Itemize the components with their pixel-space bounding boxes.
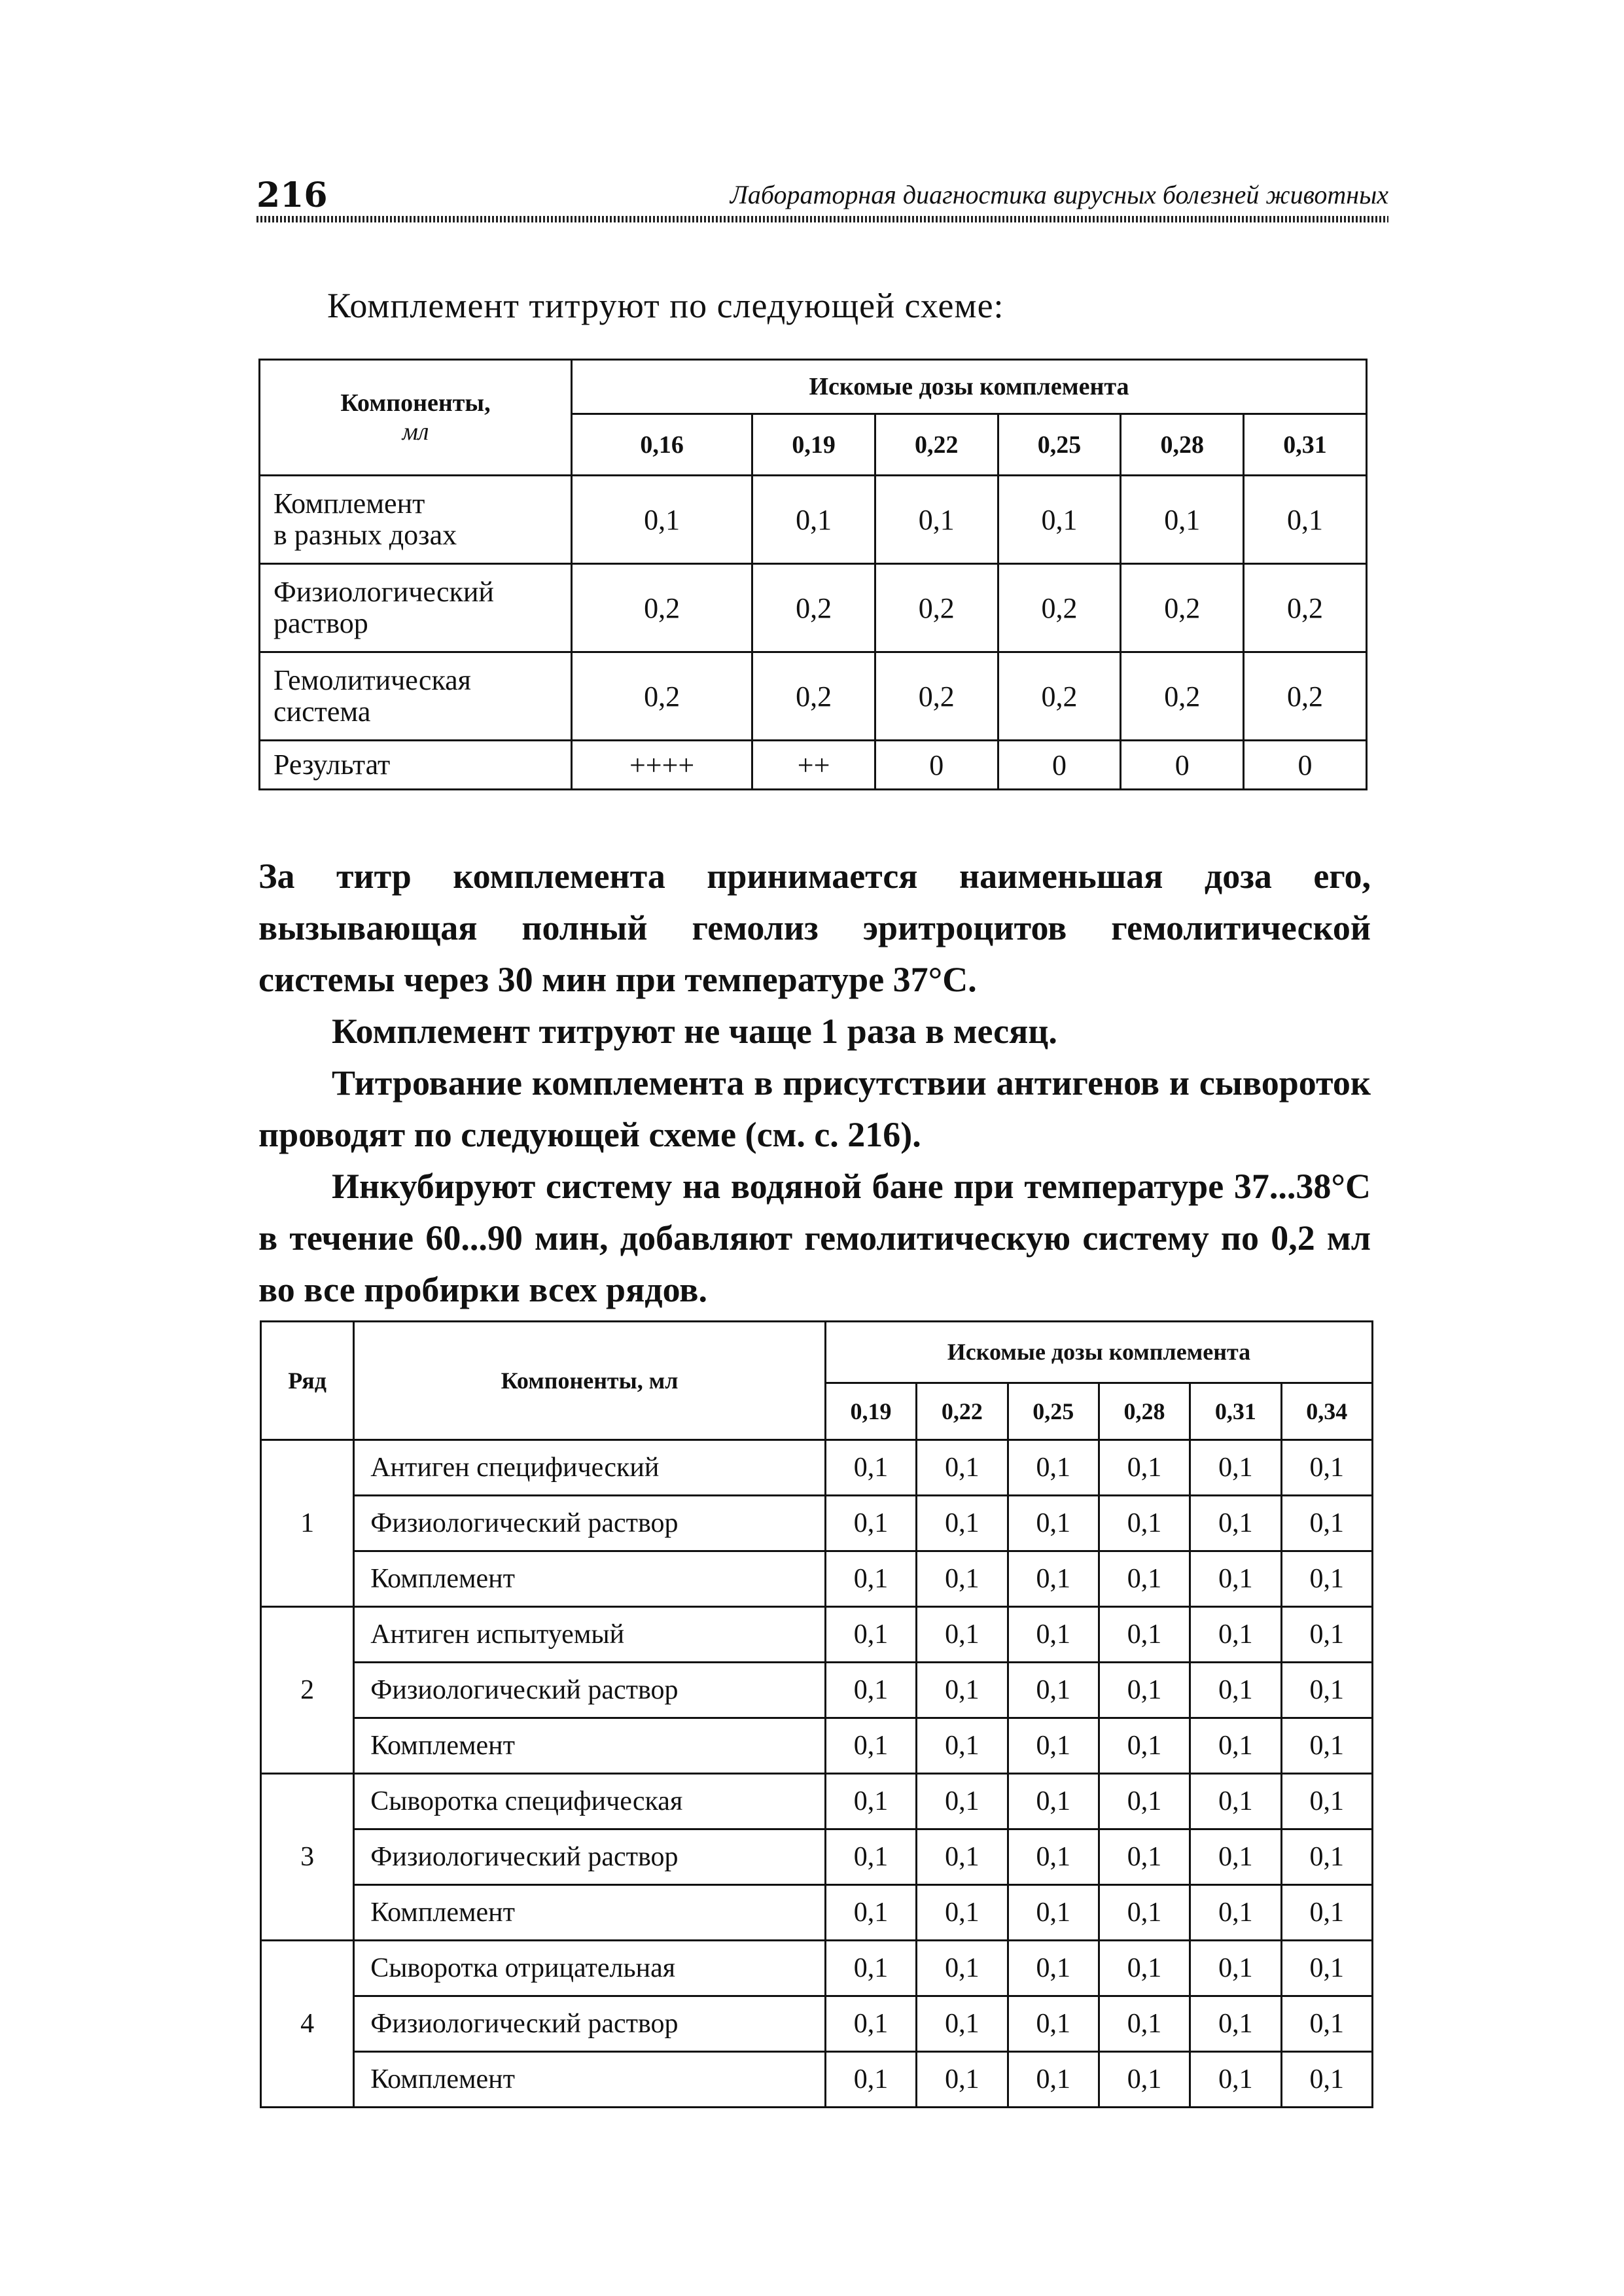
- dose-header: 0,19: [752, 414, 875, 476]
- cell-value: 0,1: [1099, 1551, 1190, 1607]
- cell-value: 0,1: [1281, 1774, 1372, 1829]
- cell-value: 0,1: [1099, 2052, 1190, 2108]
- cell-value: 0,1: [1281, 1941, 1372, 1996]
- cell-value: 0,2: [875, 564, 998, 652]
- row-number-header: Ряд: [261, 1322, 354, 1440]
- dose-header: 0,25: [998, 414, 1121, 476]
- cell-value: 0,2: [572, 564, 752, 652]
- cell-value: 0,2: [752, 564, 875, 652]
- component-label: Сыворотка специфическая: [354, 1774, 826, 1829]
- cell-value: 0,1: [1190, 1885, 1281, 1941]
- cell-value: 0,1: [1008, 1829, 1099, 1885]
- cell-value: 0,1: [825, 1607, 916, 1663]
- cell-value: 0,1: [1008, 1663, 1099, 1718]
- cell-value: 0,1: [917, 1996, 1008, 2052]
- cell-value: 0,1: [917, 1663, 1008, 1718]
- component-label: Антиген испытуемый: [354, 1607, 826, 1663]
- row-label: Физиологический раствор: [260, 564, 572, 652]
- antigen-titration-table: [260, 1320, 1373, 2108]
- cell-value: 0,1: [1099, 1996, 1190, 2052]
- dose-header: 0,31: [1244, 414, 1367, 476]
- cell-value: 0,1: [917, 1774, 1008, 1829]
- component-label: Антиген специфический: [354, 1440, 826, 1496]
- table-row: [261, 1996, 1373, 2052]
- component-label: Физиологический раствор: [354, 1663, 826, 1718]
- dose-header: 0,19: [825, 1383, 916, 1439]
- table-row: [261, 1663, 1373, 1718]
- cell-value: 0,1: [1190, 1718, 1281, 1774]
- page-number: 216: [256, 175, 328, 215]
- table-row: [260, 476, 1367, 564]
- table-row: [261, 1829, 1373, 1885]
- cell-value: 0,1: [1190, 1829, 1281, 1885]
- component-label: Физиологический раствор: [354, 1996, 826, 2052]
- component-label: Комплемент: [354, 2052, 826, 2108]
- cell-value: 0,1: [572, 476, 752, 564]
- cell-value: 0,1: [825, 1440, 916, 1496]
- doses-header: Искомые дозы комплемента: [572, 360, 1367, 414]
- cell-value: 0,1: [1008, 1440, 1099, 1496]
- cell-value: 0,1: [1008, 1885, 1099, 1941]
- cell-value: 0,1: [1099, 1440, 1190, 1496]
- cell-value: 0,2: [572, 652, 752, 741]
- cell-value: ++: [752, 741, 875, 790]
- cell-value: 0,1: [1190, 1941, 1281, 1996]
- cell-value: 0,1: [917, 1941, 1008, 1996]
- cell-value: 0,1: [1008, 2052, 1099, 2108]
- table-row: [261, 1885, 1373, 1941]
- cell-value: 0,1: [917, 1496, 1008, 1551]
- cell-value: 0,1: [1190, 1996, 1281, 2052]
- dose-header: 0,16: [572, 414, 752, 476]
- cell-value: 0,1: [825, 1774, 916, 1829]
- paragraph: Титрование комплемента в присутствии антигенов и сывороток проводят по следующей схеме (см. с. 216).: [258, 1063, 1371, 1154]
- cell-value: 0,1: [1121, 476, 1244, 564]
- cell-value: 0,1: [917, 1551, 1008, 1607]
- cell-value: 0,1: [1008, 1941, 1099, 1996]
- cell-value: 0,1: [917, 1607, 1008, 1663]
- cell-value: 0,1: [1190, 1774, 1281, 1829]
- cell-value: 0,1: [825, 1496, 916, 1551]
- cell-value: 0,1: [1281, 1829, 1372, 1885]
- cell-value: 0,1: [1008, 1774, 1099, 1829]
- cell-value: 0,1: [825, 1718, 916, 1774]
- cell-value: 0,1: [1008, 1496, 1099, 1551]
- cell-value: 0,1: [917, 2052, 1008, 2108]
- cell-value: 0,1: [1244, 476, 1367, 564]
- table-row: [260, 741, 1367, 790]
- cell-value: 0,1: [825, 1829, 916, 1885]
- dose-header: 0,28: [1099, 1383, 1190, 1439]
- cell-value: 0,1: [917, 1718, 1008, 1774]
- running-title: Лабораторная диагностика вирусных болезней животных: [730, 180, 1388, 209]
- cell-value: 0,1: [1099, 1718, 1190, 1774]
- cell-value: 0,2: [1244, 564, 1367, 652]
- cell-value: 0,1: [1099, 1774, 1190, 1829]
- cell-value: 0,1: [1008, 1718, 1099, 1774]
- cell-value: 0,2: [998, 652, 1121, 741]
- cell-value: 0,1: [1190, 1496, 1281, 1551]
- cell-value: 0,1: [825, 1885, 916, 1941]
- doses-header: Искомые дозы комплемента: [825, 1322, 1372, 1383]
- cell-value: 0,1: [1281, 1496, 1372, 1551]
- table-row: [261, 2052, 1373, 2108]
- table-row: [260, 564, 1367, 652]
- cell-value: 0,2: [1121, 564, 1244, 652]
- cell-value: 0,1: [1281, 1551, 1372, 1607]
- row-group-number: 2: [261, 1607, 354, 1774]
- dose-header: 0,22: [875, 414, 998, 476]
- page-header: [256, 175, 1388, 221]
- cell-value: 0,1: [825, 1551, 916, 1607]
- dose-header: 0,31: [1190, 1383, 1281, 1439]
- row-group-number: 1: [261, 1440, 354, 1607]
- component-label: Физиологический раствор: [354, 1496, 826, 1551]
- cell-value: 0: [1244, 741, 1367, 790]
- row-group-number: 3: [261, 1774, 354, 1941]
- cell-value: 0,1: [1008, 1607, 1099, 1663]
- table-row: [261, 1774, 1373, 1829]
- cell-value: 0,1: [875, 476, 998, 564]
- table-row: [261, 1551, 1373, 1607]
- cell-value: 0,1: [1281, 1607, 1372, 1663]
- table-row: [261, 1941, 1373, 1996]
- paragraph: За титр комплемента принимается наименьшая доза его, вызывающая полный гемолиз эритроцитов гемолитической системы через 30 мин при температуре 37°С.: [258, 857, 1371, 999]
- cell-value: 0,1: [1099, 1885, 1190, 1941]
- component-label: Сыворотка отрицательная: [354, 1941, 826, 1996]
- cell-value: 0,1: [998, 476, 1121, 564]
- row-group-number: 4: [261, 1941, 354, 2108]
- row-label: Комплемент в разных дозах: [260, 476, 572, 564]
- cell-value: 0,1: [1099, 1496, 1190, 1551]
- cell-value: 0,1: [1281, 2052, 1372, 2108]
- complement-titration-table: [258, 359, 1368, 790]
- cell-value: 0,1: [1281, 1885, 1372, 1941]
- cell-value: 0,1: [825, 1996, 916, 2052]
- cell-value: 0: [998, 741, 1121, 790]
- cell-value: 0,1: [752, 476, 875, 564]
- cell-value: 0,2: [1244, 652, 1367, 741]
- cell-value: 0,1: [825, 1941, 916, 1996]
- cell-value: 0,2: [752, 652, 875, 741]
- cell-value: 0,1: [1190, 1440, 1281, 1496]
- table-row: [261, 1607, 1373, 1663]
- table-row: [260, 652, 1367, 741]
- dose-header: 0,25: [1008, 1383, 1099, 1439]
- dose-header: 0,34: [1281, 1383, 1372, 1439]
- table2-body: [261, 1440, 1373, 2108]
- dose-header: 0,28: [1121, 414, 1244, 476]
- row-label: Гемолитическая система: [260, 652, 572, 741]
- cell-value: 0,1: [917, 1885, 1008, 1941]
- table-row: [261, 1496, 1373, 1551]
- cell-value: ++++: [572, 741, 752, 790]
- cell-value: 0,2: [1121, 652, 1244, 741]
- cell-value: 0,1: [1099, 1663, 1190, 1718]
- body-text: [258, 851, 1371, 1316]
- cell-value: 0,1: [1099, 1607, 1190, 1663]
- cell-value: 0,1: [1190, 1663, 1281, 1718]
- cell-value: 0,1: [1281, 1718, 1372, 1774]
- header-rule: [256, 216, 1388, 222]
- components-header-label: Компоненты,: [340, 389, 491, 417]
- component-label: Комплемент: [354, 1718, 826, 1774]
- table-row: [261, 1718, 1373, 1774]
- cell-value: 0,1: [1008, 1551, 1099, 1607]
- cell-value: 0,1: [1190, 2052, 1281, 2108]
- cell-value: 0: [1121, 741, 1244, 790]
- table-row: [261, 1440, 1373, 1496]
- row-label: Результат: [260, 741, 572, 790]
- cell-value: 0,1: [1190, 1607, 1281, 1663]
- cell-value: 0,1: [825, 2052, 916, 2108]
- dose-header: 0,22: [917, 1383, 1008, 1439]
- components-unit: мл: [402, 418, 429, 446]
- cell-value: 0,1: [917, 1829, 1008, 1885]
- paragraph: Комплемент титруют не чаще 1 раза в месяц.: [332, 1012, 1057, 1051]
- component-label: Комплемент: [354, 1551, 826, 1607]
- components-header: Компоненты, мл: [354, 1322, 826, 1440]
- cell-value: 0,2: [998, 564, 1121, 652]
- component-label: Комплемент: [354, 1885, 826, 1941]
- cell-value: 0,1: [917, 1440, 1008, 1496]
- table1-intro: Комплемент титруют по следующей схеме:: [327, 286, 1004, 325]
- cell-value: 0,2: [875, 652, 998, 741]
- cell-value: 0,1: [1281, 1996, 1372, 2052]
- cell-value: 0,1: [1281, 1440, 1372, 1496]
- cell-value: 0,1: [1190, 1551, 1281, 1607]
- cell-value: 0,1: [825, 1663, 916, 1718]
- component-label: Физиологический раствор: [354, 1829, 826, 1885]
- paragraph: Инкубируют систему на водяной бане при температуре 37...38°С в течение 60...90 мин, добавляют гемолитическую систему по 0,2 мл во все пробирки всех рядов.: [258, 1167, 1371, 1309]
- cell-value: 0,1: [1008, 1996, 1099, 2052]
- cell-value: 0: [875, 741, 998, 790]
- cell-value: 0,1: [1281, 1663, 1372, 1718]
- components-header: [260, 360, 572, 476]
- cell-value: 0,1: [1099, 1829, 1190, 1885]
- cell-value: 0,1: [1099, 1941, 1190, 1996]
